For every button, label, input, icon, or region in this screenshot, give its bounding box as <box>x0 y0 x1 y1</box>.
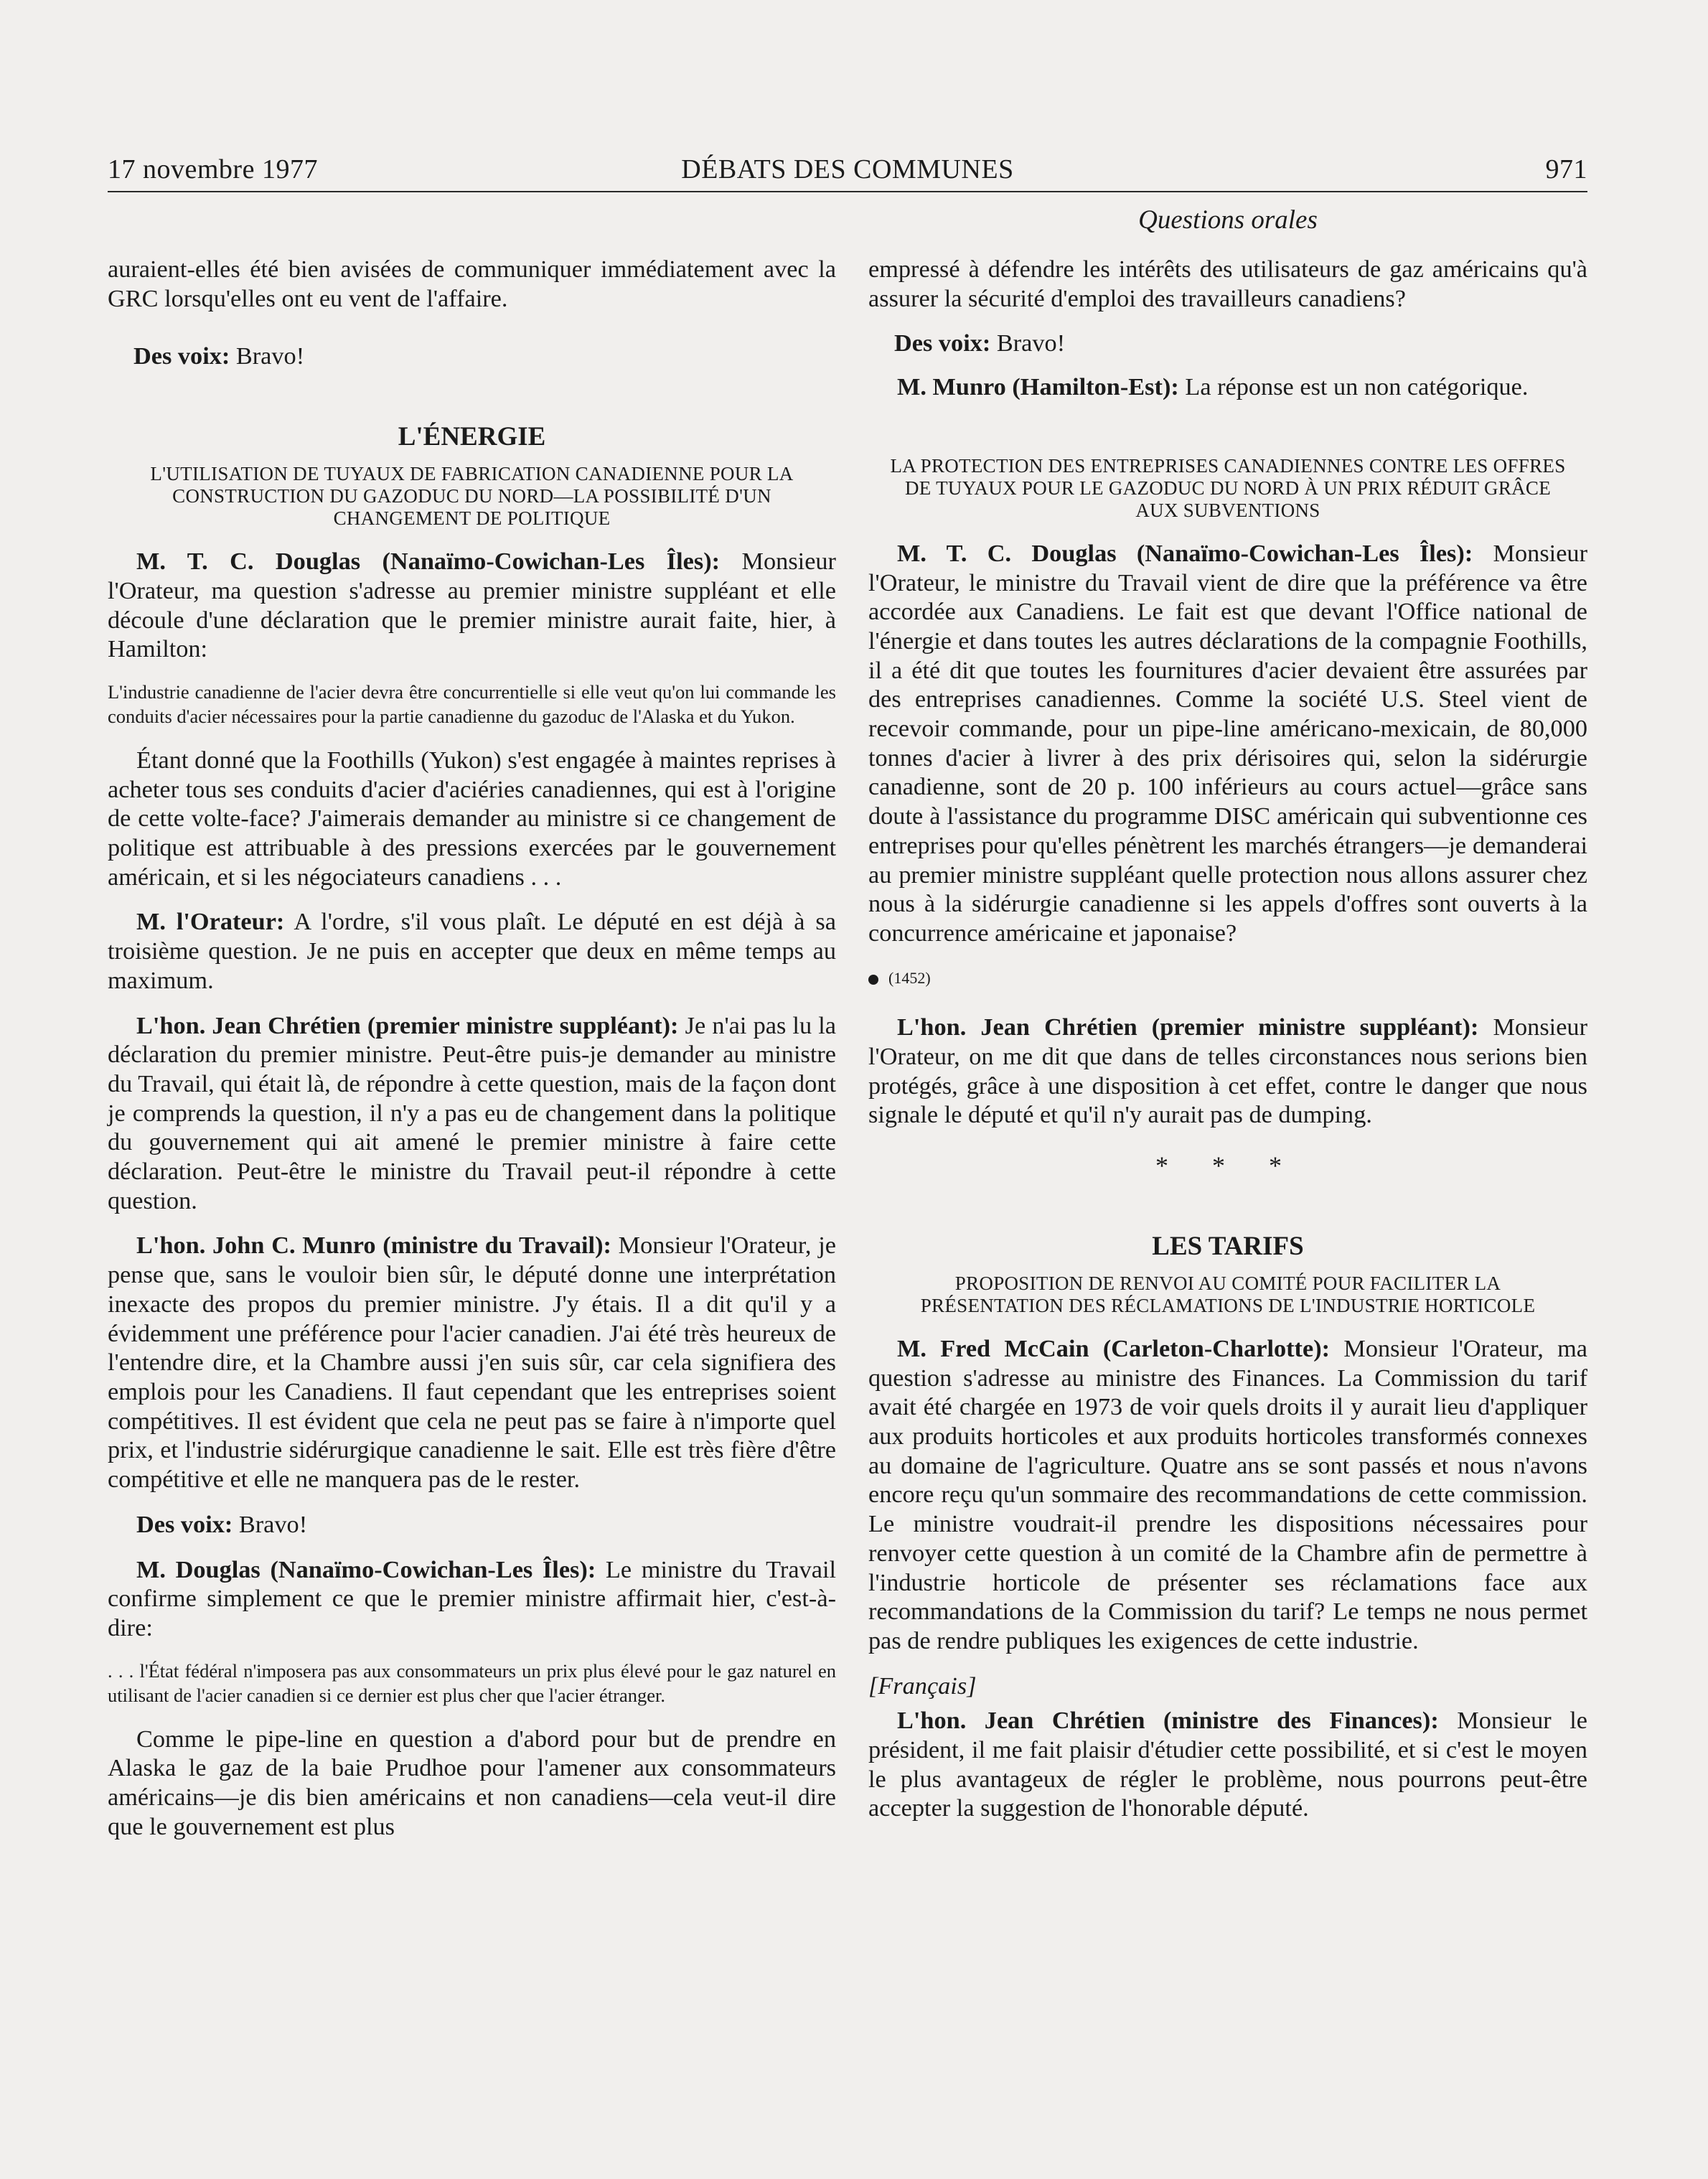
speech: Je n'ai pas lu la déclaration du premier ministre. Peut-être puis-je demander au ministre du Travail, qui était là, de répondre à cette question, mais de la façon dont je comprends la question, il n'y a pas eu de changement dans la politique du gouvernement qui ait amené le premier ministre à faire cette déclaration. Peut-être le ministre du Travail peut-il répondre à cette question. <box>108 1011 837 1214</box>
paragraph <box>108 547 836 664</box>
speech: Monsieur l'Orateur, ma question s'adresse au ministre des Finances. La Commission du tarif avait été chargée en 1973 de voir quels droits il y aurait lieu d'appliquer aux produits horticoles et aux produits horticoles transformés connexes au domaine de l'agriculture. Quatre ans se sont passés et nous n'avons encore reçu qu'un sommaire des recommandations de cette commission. Le ministre voudrait-il prendre les dispositions nécessaires pour renvoyer cette question à un comité de la Chambre afin de permettre à l'industrie horticole de présenter ses réclamations face aux recommandations de la Commission du tarif? Le temps ne nous permet pas de rendre publiques les exigences de cette industrie. <box>868 1334 1587 1654</box>
paragraph <box>868 1334 1587 1656</box>
section-title: LES TARIFS <box>1152 1231 1304 1261</box>
paragraph: auraient-elles été bien avisées de communiquer immédiatement avec la GRC lorsqu'elles ont eu vent de l'affaire. <box>108 256 836 312</box>
speech: Monsieur l'Orateur, je pense que, sans le vouloir bien sûr, le député donne une interprétation inexacte des propos du premier ministre. J'y étais. Il a dit qu'il y a évidemment une préférence pour l'acier canadien. J'ai été très heureux de l'entendre dire, et la Chambre aussi j'en suis sûr, car cela signifiera des emplois pour les Canadiens. Il faut cependant que les entreprises soient compétitives. Il est évident que cela ne peut pas se faire à n'importe quel prix, et l'industrie sidérurgique canadienne le sait. Elle est très fière d'être compétitive et elle ne manquera pas de le rester. <box>108 1232 836 1494</box>
page-number: 971 <box>1545 154 1587 184</box>
block-quote: . . . l'État fédéral n'imposera pas aux consommateurs un prix plus élevé pour le gaz naturel en utilisant de l'acier canadien si ce dernier est plus cher que l'acier étranger. <box>108 1659 836 1706</box>
paragraph <box>868 372 1587 402</box>
speaker: M. Fred McCain (Carleton-Charlotte): <box>897 1334 1331 1362</box>
speech: Monsieur l'Orateur, on me dit que dans de telles circonstances nous serions bien protégés, grâce à une disposition à cet effet, contre le danger que nous signale le député et qu'il n'y aurait pas de dumping. <box>868 1013 1587 1129</box>
right-column <box>868 255 1587 1839</box>
paragraph <box>868 1013 1587 1130</box>
speaker: L'hon. Jean Chrétien (ministre des Finances): <box>897 1707 1439 1735</box>
speech: Bravo! <box>233 1510 308 1538</box>
paragraph <box>108 1555 836 1643</box>
speech: A l'ordre, s'il vous plaît. Le député en est déjà à sa troisième question. Je ne puis en accepter que deux en même temps au maximum. <box>108 908 836 994</box>
speech: Bravo! <box>990 329 1066 357</box>
interjection <box>108 342 836 371</box>
speaker: L'hon. Jean Chrétien (premier ministre suppléant): <box>136 1011 679 1039</box>
header-title: DÉBATS DES COMMUNES <box>681 154 1014 184</box>
time-marker <box>868 964 1587 993</box>
speech: Bravo! <box>230 342 305 370</box>
paragraph: Étant donné que la Foothills (Yukon) s'est engagée à maintes reprises à acheter tous ses conduits d'acier d'aciéries canadiennes, qui est à l'origine de cette volte-face? J'aimerais demander au ministre si ce changement de politique est attribuable à des pressions exercées par le gouvernement américain, et si les négociateurs canadiens . . . <box>108 746 836 891</box>
header-date: 17 novembre 1977 <box>108 154 318 184</box>
speech: Monsieur le président, il me fait plaisir d'étudier cette possibilité, et si c'est le moyen le plus avantageux de régler le problème, nous pourrons peut-être accepter la suggestion de l'honorable député. <box>868 1707 1587 1822</box>
section-separator: * * * <box>1155 1151 1300 1181</box>
time-stamp: (1452) <box>888 968 931 987</box>
rubric-heading: L'UTILISATION DE TUYAUX DE FABRICATION CANADIENNE POUR LA CONSTRUCTION DU GAZODUC DU NORD—LA POSSIBILITÉ D'UN CHANGEMENT DE POLITIQUE <box>150 463 794 530</box>
section-subhead: Questions orales <box>1138 205 1318 235</box>
language-marker: [Français] <box>868 1672 977 1700</box>
bullet-icon <box>868 975 878 985</box>
section-title: L'ÉNERGIE <box>398 422 546 452</box>
page-header <box>108 151 1587 192</box>
page <box>108 0 1587 2179</box>
speech: La réponse est un non catégorique. <box>1178 373 1529 401</box>
left-column <box>108 255 836 1857</box>
speaker: L'hon. Jean Chrétien (premier ministre suppléant): <box>897 1013 1479 1041</box>
speaker: M. Munro (Hamilton-Est): <box>897 373 1179 401</box>
rubric-heading: LA PROTECTION DES ENTREPRISES CANADIENNES CONTRE LES OFFRES DE TUYAUX POUR LE GAZODUC DU NORD À UN PRIX RÉDUIT GRÂCE AUX SUBVENTIONS <box>890 454 1566 521</box>
speaker: Des voix: <box>133 342 230 370</box>
speaker: Des voix: <box>136 1510 233 1538</box>
speaker: M. Douglas (Nanaïmo-Cowichan-Les Îles): <box>136 1555 596 1583</box>
paragraph <box>868 539 1587 948</box>
paragraph <box>108 1231 836 1494</box>
speaker: M. T. C. Douglas (Nanaïmo-Cowichan-Les Îles): <box>897 539 1473 567</box>
block-quote: L'industrie canadienne de l'acier devra être concurrentielle si elle veut qu'on lui commande les conduits d'acier nécessaires pour la partie canadienne du gazoduc de l'Alaska et du Yukon. <box>108 680 836 727</box>
speaker: M. T. C. Douglas (Nanaïmo-Cowichan-Les Îles): <box>136 548 721 576</box>
speaker: Des voix: <box>894 329 991 357</box>
speaker: M. l'Orateur: <box>136 908 285 936</box>
speech: Le ministre du Travail confirme simplement ce que le premier ministre affirmait hier, c'est-à-dire: <box>108 1555 836 1641</box>
interjection <box>868 329 1587 358</box>
speech: Monsieur l'Orateur, le ministre du Travail vient de dire que la préférence va être accordée aux Canadiens. Le fait est que devant l'Office national de l'énergie et dans toutes les autres déclarations de la compagnie Foothills, il a été dit que toutes les fournitures d'acier devaient être assurées par des entreprises canadiennes. Comme la société U.S. Steel vient de recevoir commande, pour un pipe-line américano-mexicain, de 80,000 tonnes d'acier à livrer à des prix dérisoires qui, selon la sidérurgie canadienne, sont de 20 p. 100 inférieurs au cours actuel—grâce sans doute à l'assistance du programme DISC américain qui subventionne ces entreprises pour qu'elles pénètrent les marchés étrangers—je demanderai au premier ministre suppléant quelle protection nous allons assurer chez nous à la sidérurgie canadienne si les appels d'offres sont ouverts à la concurrence américaine et japonaise? <box>868 539 1587 947</box>
paragraph: empressé à défendre les intérêts des utilisateurs de gaz américains qu'à assurer la sécurité d'emploi des travailleurs canadiens? <box>868 256 1587 312</box>
speaker: L'hon. John C. Munro (ministre du Travail): <box>136 1232 611 1260</box>
paragraph <box>868 1706 1587 1823</box>
paragraph <box>108 907 836 995</box>
rubric-heading: PROPOSITION DE RENVOI AU COMITÉ POUR FACILITER LA PRÉSENTATION DES RÉCLAMATIONS DE L'INDUSTRIE HORTICOLE <box>920 1272 1536 1316</box>
speech: Monsieur l'Orateur, ma question s'adresse au premier ministre suppléant et elle découle d'une déclaration que le premier ministre aurait faite, hier, à Hamilton: <box>108 548 836 663</box>
paragraph: Comme le pipe-line en question a d'abord pour but de prendre en Alaska le gaz de la baie Prudhoe pour l'amener aux consommateurs américains—je dis bien américains et non canadiens—cela veut-il dire que le gouvernement est plus <box>108 1725 836 1840</box>
interjection <box>108 1510 836 1540</box>
paragraph <box>108 1011 836 1216</box>
